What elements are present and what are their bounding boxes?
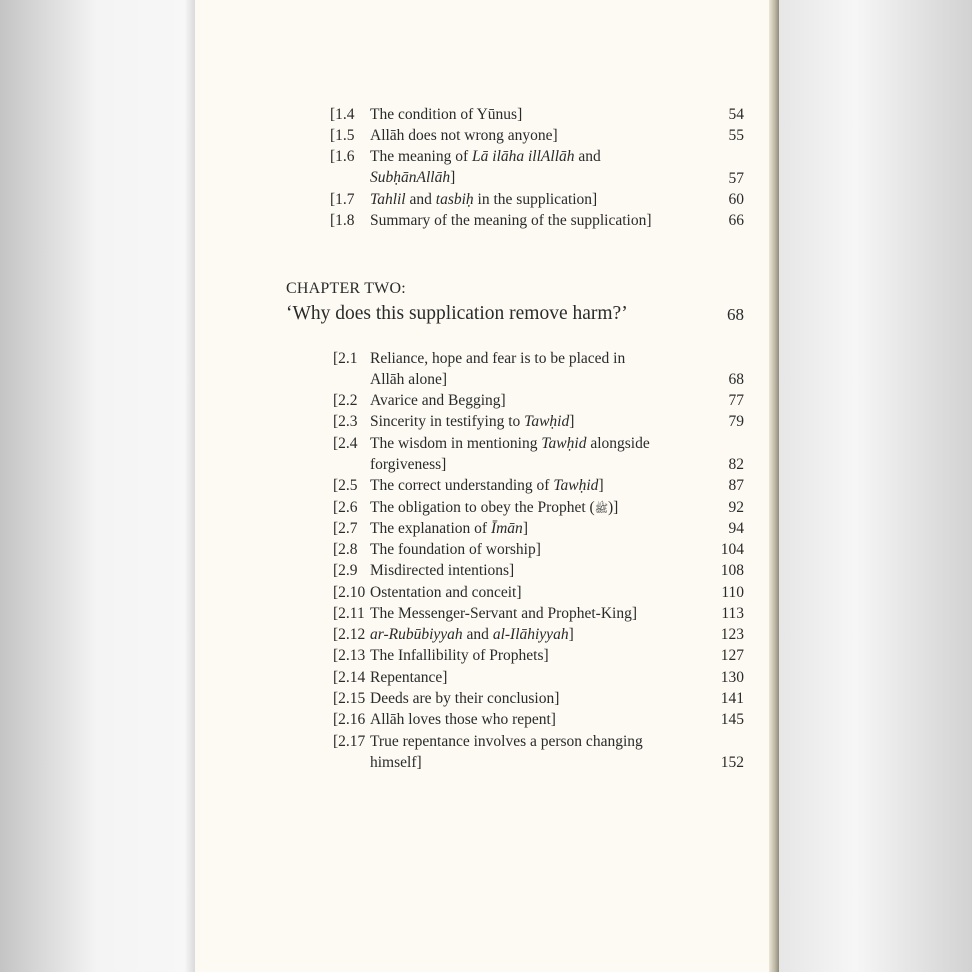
toc-entry-page: 108 xyxy=(720,562,744,579)
toc-entry-title: The Messenger-Servant and Prophet-King] xyxy=(370,605,637,622)
title-italic: Tawḥid xyxy=(541,435,587,452)
toc-entry-page: 110 xyxy=(721,584,744,601)
toc-entry-title: The Infallibility of Prophets] xyxy=(370,647,549,664)
toc-entry-number: [2.7 xyxy=(333,520,358,537)
toc-entry-title: Reliance, hope and fear is to be placed in xyxy=(370,350,626,367)
toc-entry-page: 94 xyxy=(728,520,744,537)
toc-entry-title: The condition of Yūnus] xyxy=(370,106,523,123)
title-italic: Īmān xyxy=(490,520,523,537)
title-text: and xyxy=(462,626,493,643)
toc-entry-title: Repentance] xyxy=(370,669,448,686)
toc-entry-page: 127 xyxy=(720,647,744,664)
title-text: and xyxy=(405,191,436,208)
title-text: alongside xyxy=(586,435,650,452)
toc-entry-title: Allāh loves those who repent] xyxy=(370,711,556,728)
toc-entry-page: 104 xyxy=(720,541,744,558)
toc-entry-number: [2.10 xyxy=(333,584,366,601)
salutation-glyph: ﷺ xyxy=(594,502,609,515)
title-text: The explanation of xyxy=(370,520,491,537)
toc-entry-number: [2.13 xyxy=(333,647,366,664)
toc-entry-title xyxy=(370,433,650,454)
toc-entry-number: [2.1 xyxy=(333,350,358,367)
title-italic: Tahlil xyxy=(370,191,406,208)
title-text: in the supplication] xyxy=(473,191,598,208)
toc-entry-title-cont xyxy=(370,167,455,188)
title-text: The wisdom in mentioning xyxy=(370,435,542,452)
toc-entry-page: 79 xyxy=(728,413,744,430)
title-italic: Lā ilāha illAllāh xyxy=(472,148,575,165)
title-italic: Tawḥid xyxy=(524,413,570,430)
toc-entry-number: [1.6 xyxy=(330,148,355,165)
title-italic: Tawḥid xyxy=(553,477,599,494)
toc-entry-number: [2.17 xyxy=(333,733,366,750)
title-text: ] xyxy=(450,169,456,186)
chapter-title: ‘Why does this supplication remove harm?’ xyxy=(286,303,628,324)
toc-entry-number: [2.8 xyxy=(333,541,358,558)
title-text: Sincerity in testifying to xyxy=(370,413,525,430)
page-edge xyxy=(769,0,779,972)
title-text: ] xyxy=(569,413,575,430)
toc-entry-page: 57 xyxy=(728,170,744,187)
toc-entry-title: Ostentation and conceit] xyxy=(370,584,522,601)
toc-entry-title-cont: Allāh alone] xyxy=(370,371,448,388)
toc-entry-number: [1.8 xyxy=(330,212,355,229)
title-text: )] xyxy=(608,499,619,516)
toc-entry-title-cont: himself] xyxy=(370,754,422,771)
title-text: ] xyxy=(522,520,528,537)
toc-entry-number: [2.12 xyxy=(333,626,366,643)
toc-entry-number: [2.15 xyxy=(333,690,366,707)
toc-entry-page: 54 xyxy=(728,106,744,123)
title-italic: al-Ilāhiyyah xyxy=(492,626,569,643)
toc-entry-title: Deeds are by their conclusion] xyxy=(370,690,560,707)
toc-entry-number: [1.4 xyxy=(330,106,355,123)
toc-entry-page: 77 xyxy=(728,392,744,409)
chapter-label: CHAPTER TWO: xyxy=(286,280,406,297)
toc-entry-number: [2.14 xyxy=(333,669,366,686)
toc-entry-page: 123 xyxy=(720,626,744,643)
toc-entry-page: 55 xyxy=(728,127,744,144)
title-italic: ar-Rubūbiyyah xyxy=(370,626,463,643)
toc-entry-page: 141 xyxy=(720,690,744,707)
title-text: and xyxy=(574,148,601,165)
toc-entry-number: [2.11 xyxy=(333,605,365,622)
toc-entry-page: 92 xyxy=(728,499,744,516)
title-italic: SubḥānAllāh xyxy=(370,169,451,186)
title-text: The meaning of xyxy=(370,148,473,165)
toc-entry-title xyxy=(370,497,618,519)
toc-entry-number: [2.4 xyxy=(333,435,358,452)
toc-entry-page: 87 xyxy=(728,477,744,494)
toc-entry-page: 145 xyxy=(720,711,744,728)
toc-entry-number: [2.3 xyxy=(333,413,358,430)
title-text: ] xyxy=(598,477,604,494)
title-text: The obligation to obey the Prophet ( xyxy=(370,499,595,516)
toc-entry-page: 82 xyxy=(728,456,744,473)
toc-entry-page: 68 xyxy=(728,371,744,388)
toc-entry-number: [2.9 xyxy=(333,562,358,579)
toc-entry-title: Summary of the meaning of the supplication] xyxy=(370,212,652,229)
toc-entry-number: [1.5 xyxy=(330,127,355,144)
toc-entry-title xyxy=(370,189,597,210)
toc-entry-number: [2.6 xyxy=(333,499,358,516)
toc-entry-number: [2.16 xyxy=(333,711,366,728)
toc-entry-title xyxy=(370,475,604,496)
toc-entry-page: 113 xyxy=(721,605,744,622)
toc-entry-number: [1.7 xyxy=(330,191,355,208)
toc-entry-title xyxy=(370,411,574,432)
toc-entry-title: The foundation of worship] xyxy=(370,541,541,558)
toc-entry-title: Allāh does not wrong anyone] xyxy=(370,127,558,144)
toc-entry-page: 152 xyxy=(720,754,744,771)
toc-entry-title: True repentance involves a person changing xyxy=(370,733,643,750)
toc-entry-page: 66 xyxy=(728,212,744,229)
toc-entry-title xyxy=(370,624,574,645)
toc-entry-number: [2.5 xyxy=(333,477,358,494)
toc-entry-title-cont: forgiveness] xyxy=(370,456,447,473)
title-text: ] xyxy=(568,626,574,643)
toc-entry-title: Avarice and Begging] xyxy=(370,392,506,409)
chapter-page: 68 xyxy=(727,305,744,324)
title-italic: tasbiḥ xyxy=(435,191,474,208)
title-text: The correct understanding of xyxy=(370,477,554,494)
toc-entry-title xyxy=(370,146,601,167)
toc-entry-title xyxy=(370,518,528,539)
toc-entry-title: Misdirected intentions] xyxy=(370,562,515,579)
toc-entry-page: 60 xyxy=(728,191,744,208)
toc-entry-number: [2.2 xyxy=(333,392,358,409)
toc-entry-page: 130 xyxy=(720,669,744,686)
